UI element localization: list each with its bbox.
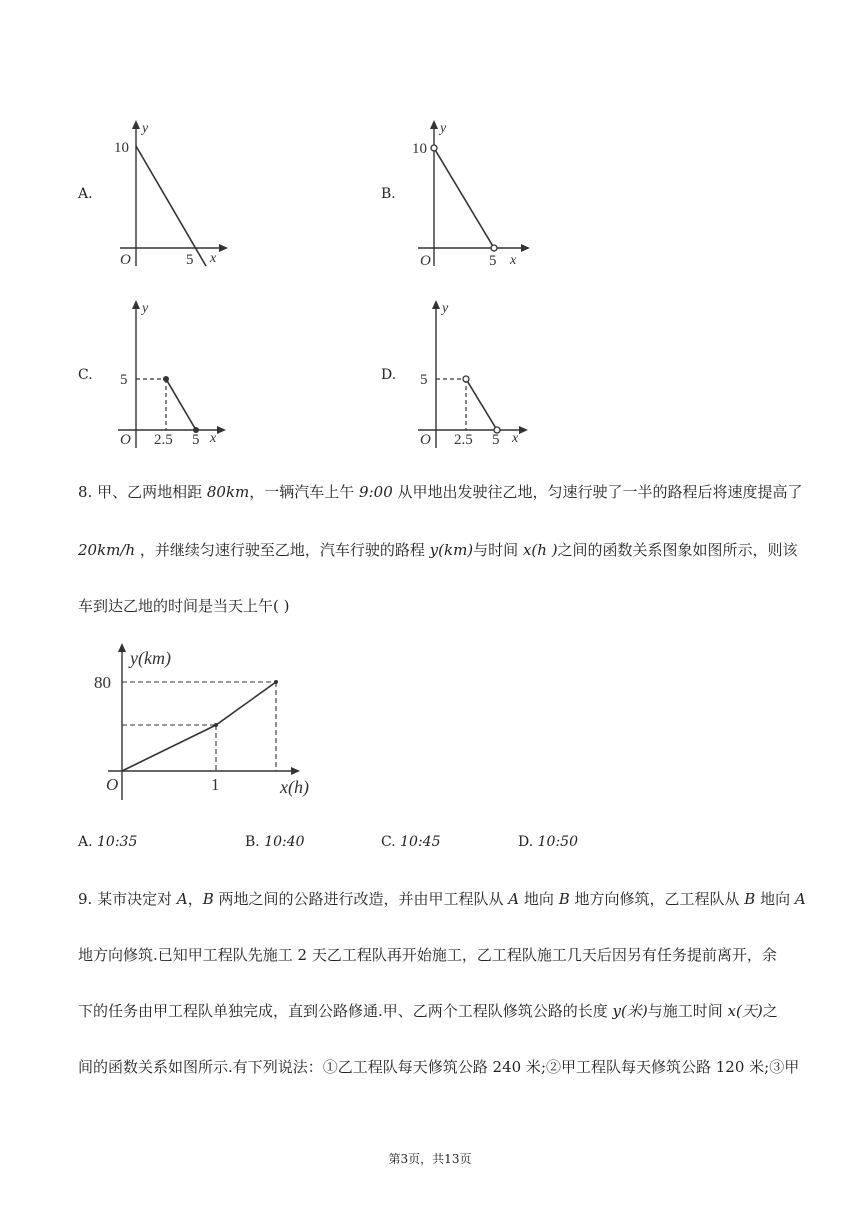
- x-axis-arrow: [217, 426, 226, 434]
- distance-line: [122, 682, 276, 771]
- option-b-graph: [410, 118, 532, 270]
- origin-label: O: [120, 252, 131, 268]
- option-d-graph: [410, 298, 532, 450]
- y-axis-label: y: [142, 121, 149, 136]
- y-axis-label: y: [442, 301, 449, 316]
- q9-line-1: 9. 某市决定对 A，B 两地之间的公路进行改造，并由甲工程队从 A 地向 B 地方向修筑，乙工程队从 B 地向 A: [78, 890, 806, 908]
- function-line: [166, 379, 196, 430]
- q8-graph: [88, 640, 334, 802]
- option-a-graph: [110, 118, 230, 270]
- x-axis-label: x(h): [280, 777, 309, 797]
- x-tick-label-1: 2.5: [154, 432, 173, 448]
- x-tick-label-2: 5: [192, 432, 200, 448]
- y-axis-arrow: [132, 300, 140, 309]
- q8-answer-d: D. 10:50: [518, 834, 578, 850]
- q8-line-3: 车到达乙地的时间是当天上午( ): [78, 597, 290, 615]
- q8-answer-c: C. 10:45: [381, 834, 441, 850]
- option-b-label: B.: [381, 186, 396, 202]
- function-line: [434, 148, 494, 248]
- open-endpoint-top: [463, 376, 469, 382]
- x-tick-label: 5: [489, 253, 497, 269]
- y-tick-label: 80: [94, 673, 111, 692]
- x-tick-label: 5: [186, 252, 194, 268]
- option-c-label: C.: [78, 367, 93, 383]
- x-tick-label-2: 5: [492, 432, 500, 448]
- q9-line-3: 下的任务由甲工程队单独完成，直到公路修通.甲、乙两个工程队修筑公路的长度 y(米)与施工时间 x(天)之: [78, 1002, 778, 1020]
- x-axis-label: x: [510, 253, 517, 268]
- closed-endpoint-top: [163, 376, 169, 382]
- origin-label: O: [420, 432, 431, 448]
- function-line: [466, 379, 497, 430]
- page-footer: 第3页，共13页: [388, 1152, 472, 1166]
- q8-answer-a: A. 10:35: [78, 834, 138, 850]
- x-tick-label-1: 2.5: [454, 432, 473, 448]
- y-axis-arrow: [430, 120, 438, 129]
- origin-label: O: [420, 253, 431, 269]
- q8-line-2: 20km/h ，并继续匀速行驶至乙地，汽车行驶的路程 y(km)与时间 x(h )之间的函数关系图象如图所示，则该: [78, 541, 798, 559]
- y-tick-label: 5: [120, 372, 128, 388]
- y-axis-label: y: [440, 121, 447, 136]
- y-axis-label: y: [142, 301, 149, 316]
- q9-line-2: 地方向修筑.已知甲工程队先施工 2 天乙工程队再开始施工，乙工程队施工几天后因另有任务提前离开，余: [78, 946, 777, 964]
- open-endpoint-top: [431, 145, 437, 151]
- x-axis-arrow: [519, 426, 528, 434]
- origin-label: O: [106, 775, 119, 794]
- y-tick-label: 5: [420, 372, 428, 388]
- q8-line-1: 8. 甲、乙两地相距 80km，一辆汽车上午 9:00 从甲地出发驶往乙地，匀速行驶了一半的路程后将速度提高了: [78, 483, 803, 501]
- option-d-label: D.: [381, 367, 397, 383]
- x-axis-label: x: [210, 431, 217, 446]
- y-tick-label: 10: [114, 140, 129, 156]
- origin-label: O: [120, 432, 131, 448]
- endpoint: [274, 680, 278, 684]
- open-endpoint-bottom: [491, 245, 497, 251]
- breakpoint: [214, 723, 218, 727]
- x-axis-label: x: [210, 251, 217, 266]
- y-axis-arrow: [118, 643, 126, 652]
- x-axis-label: x: [512, 431, 519, 446]
- option-a-label: A.: [78, 186, 93, 202]
- x-axis-arrow: [291, 767, 300, 775]
- y-axis-label: y(km): [130, 648, 171, 668]
- q8-answer-b: B. 10:40: [245, 834, 305, 850]
- x-axis-arrow: [521, 244, 530, 252]
- x-tick-label: 1: [211, 775, 220, 794]
- q9-line-4: 间的函数关系如图所示.有下列说法：①乙工程队每天修筑公路 240 米;②甲工程队每天修筑公路 120 米;③甲: [78, 1058, 800, 1076]
- option-c-graph: [112, 298, 230, 450]
- y-axis-arrow: [432, 300, 440, 309]
- y-tick-label: 10: [412, 141, 427, 157]
- x-axis-arrow: [219, 244, 228, 252]
- y-axis-arrow: [132, 120, 140, 129]
